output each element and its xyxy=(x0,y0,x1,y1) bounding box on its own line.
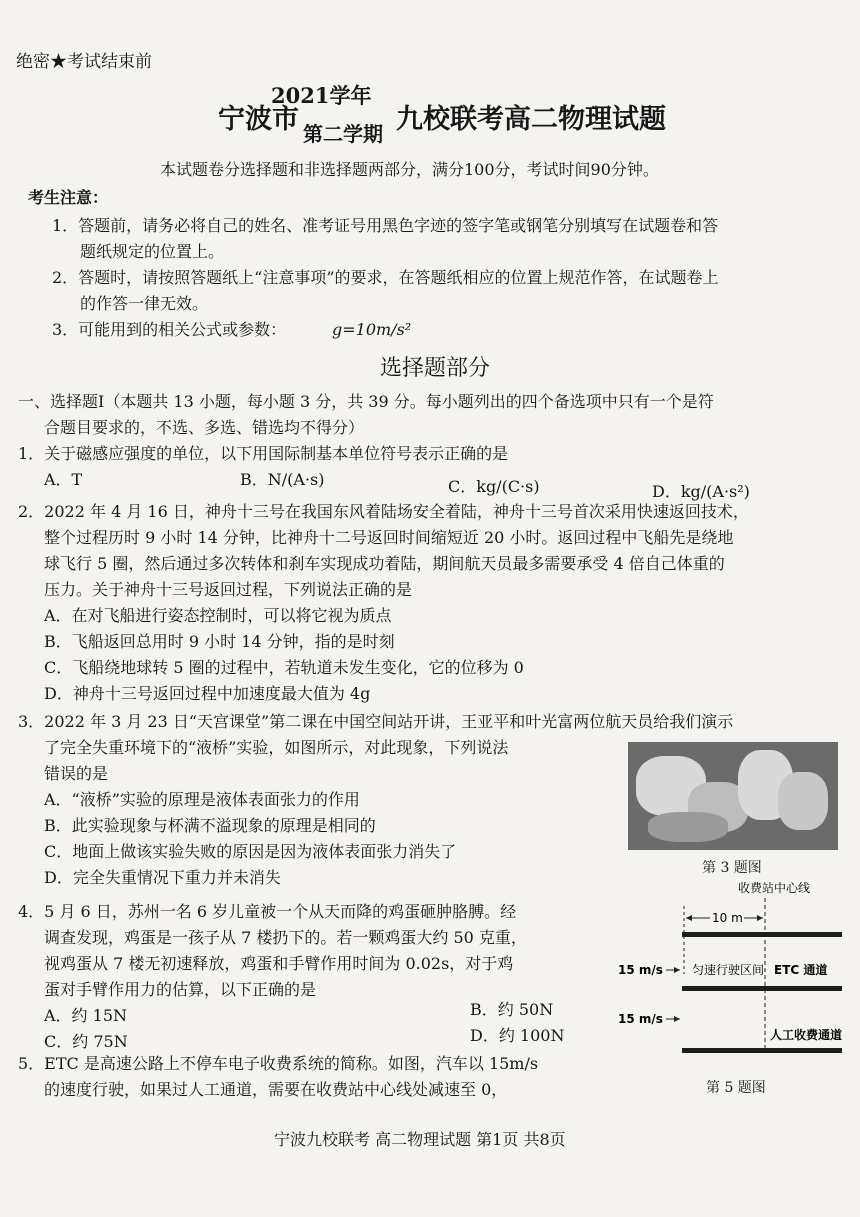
q4-option-c: C．约 75N xyxy=(44,1032,128,1051)
q2-line1: 2．2022 年 4 月 16 日，神舟十三号在我国东风着陆场安全着陆，神舟十三号首次采用快速返回技术， xyxy=(18,502,749,521)
q4-option-a: A．约 15N xyxy=(44,1006,128,1025)
part1-line1: 一、选择题Ⅰ（本题共 13 小题，每小题 3 分，共 39 分。每小题列出的四个备选项中只有一个是符 xyxy=(18,392,714,411)
exam-city: 宁波市 xyxy=(218,104,299,135)
q4-option-d: D．约 100N xyxy=(470,1026,565,1045)
section-title: 选择题部分 xyxy=(380,356,491,381)
fig5-etc-label: ETC 通道 xyxy=(774,963,828,977)
q1-stem: 1．关于磁感应强度的单位，以下用国际制基本单位符号表示正确的是 xyxy=(18,444,509,463)
notes-heading: 考生注意： xyxy=(28,188,109,207)
q2-line2: 整个过程历时 9 小时 14 分钟，比神舟十二号返回时间缩短近 20 小时。返回过程中飞船先是绕地 xyxy=(44,528,734,547)
fig5-speed-manual: 15 m/s xyxy=(618,1012,663,1026)
q2-option-c: C．飞船绕地球转 5 圈的过程中，若轨道未发生变化，它的位移为 0 xyxy=(44,658,524,677)
fig5-center-line-label: 收费站中心线 xyxy=(738,881,811,895)
q1-option-b: B．N/(A·s) xyxy=(240,470,325,489)
exam-semester: 第二学期 xyxy=(303,122,383,146)
fig5-lane-top-border xyxy=(682,932,842,937)
q1-option-c: C．kg/(C·s) xyxy=(448,477,540,496)
q4-line2: 调查发现，鸡蛋是一孩子从 7 楼扔下的。若一颗鸡蛋大约 50 克重， xyxy=(44,928,527,947)
exam-intro: 本试题卷分选择题和非选择题两部分，满分100分，考试时间90分钟。 xyxy=(160,160,659,179)
q4-option-b: B．约 50N xyxy=(470,1000,554,1019)
fig5-lane-bottom-border xyxy=(682,1048,842,1053)
q2-line3: 球飞行 5 圈，然后通过多次转体和刹车实现成功着陆，期间航天员最多需要承受 4 倍自己体重的 xyxy=(44,554,725,573)
q5-etc-figure xyxy=(610,878,850,1068)
q5-line2: 的速度行驶，如果过人工通道，需要在收费站中心线处减速至 0， xyxy=(44,1080,508,1099)
q1-option-a: A．T xyxy=(44,470,83,489)
q3-figure-caption: 第 3 题图 xyxy=(702,860,762,876)
q3-option-a: A．“液桥”实验的原理是液体表面张力的作用 xyxy=(44,790,360,809)
q3-option-d: D．完全失重情况下重力并未消失 xyxy=(44,868,281,887)
q3-line3: 错误的是 xyxy=(44,764,109,783)
q2-option-d: D．神舟十三号返回过程中加速度最大值为 4g xyxy=(44,684,371,703)
fig5-uniform-label: 匀速行驶区间 xyxy=(692,963,765,977)
q2-line4: 压力。关于神舟十三号返回过程，下列说法正确的是 xyxy=(44,580,413,599)
note-1a: 1．答题前，请务必将自己的姓名、准考证号用黑色字迹的签字笔或钢笔分别填写在试题卷和答 xyxy=(52,216,719,235)
note-1b: 题纸规定的位置上。 xyxy=(80,242,225,261)
exam-title: 九校联考高二物理试题 xyxy=(396,104,666,135)
q4-line3: 视鸡蛋从 7 楼无初速释放，鸡蛋和手臂作用时间为 0.02s，对于鸡 xyxy=(44,954,514,973)
q3-liquid-bridge-photo xyxy=(628,742,838,850)
fig5-lane-middle-border xyxy=(682,986,842,991)
q4-line1: 4．5 月 6 日，苏州一名 6 岁儿童被一个从天而降的鸡蛋砸肿胳膊。经 xyxy=(18,902,517,921)
q2-option-a: A．在对飞船进行姿态控制时，可以将它视为质点 xyxy=(44,606,392,625)
exam-year: 2021学年 xyxy=(271,83,372,108)
page-footer: 宁波九校联考 高二物理试题 第1页 共8页 xyxy=(274,1130,566,1149)
q3-option-b: B．此实验现象与杯满不溢现象的原理是相同的 xyxy=(44,816,376,835)
note-3-formula: g=10m/s² xyxy=(332,320,412,339)
note-3: 3．可能用到的相关公式或参数： xyxy=(52,320,287,339)
q1-option-d: D．kg/(A·s²) xyxy=(652,482,750,501)
note-2b: 的作答一律无效。 xyxy=(80,294,209,313)
q4-line4: 蛋对手臂作用力的估算，以下正确的是 xyxy=(44,980,317,999)
q5-line1: 5．ETC 是高速公路上不停车电子收费系统的简称。如图，汽车以 15m/s xyxy=(18,1054,539,1073)
part1-line2: 合题目要求的，不选、多选、错选均不得分） xyxy=(44,418,365,437)
fig5-speed-etc: 15 m/s xyxy=(618,963,663,977)
q3-line2: 了完全失重环境下的“液桥”实验，如图所示，对此现象，下列说法 xyxy=(44,738,509,757)
note-2a: 2．答题时，请按照答题纸上“注意事项”的要求，在答题纸相应的位置上规范作答，在试题卷上 xyxy=(52,268,719,287)
q5-figure-caption: 第 5 题图 xyxy=(706,1080,766,1096)
q2-option-b: B．飞船返回总用时 9 小时 14 分钟，指的是时刻 xyxy=(44,632,395,651)
confidential-mark: 绝密★考试结束前 xyxy=(16,52,152,72)
q3-option-c: C．地面上做该实验失败的原因是因为液体表面张力消失了 xyxy=(44,842,457,861)
fig5-distance-label: 10 m xyxy=(712,911,743,925)
fig5-manual-label: 人工收费通道 xyxy=(770,1028,843,1042)
q3-line1: 3．2022 年 3 月 23 日“天宫课堂”第二课在中国空间站开讲，王亚平和叶光富两位航天员给我们演示 xyxy=(18,712,734,731)
